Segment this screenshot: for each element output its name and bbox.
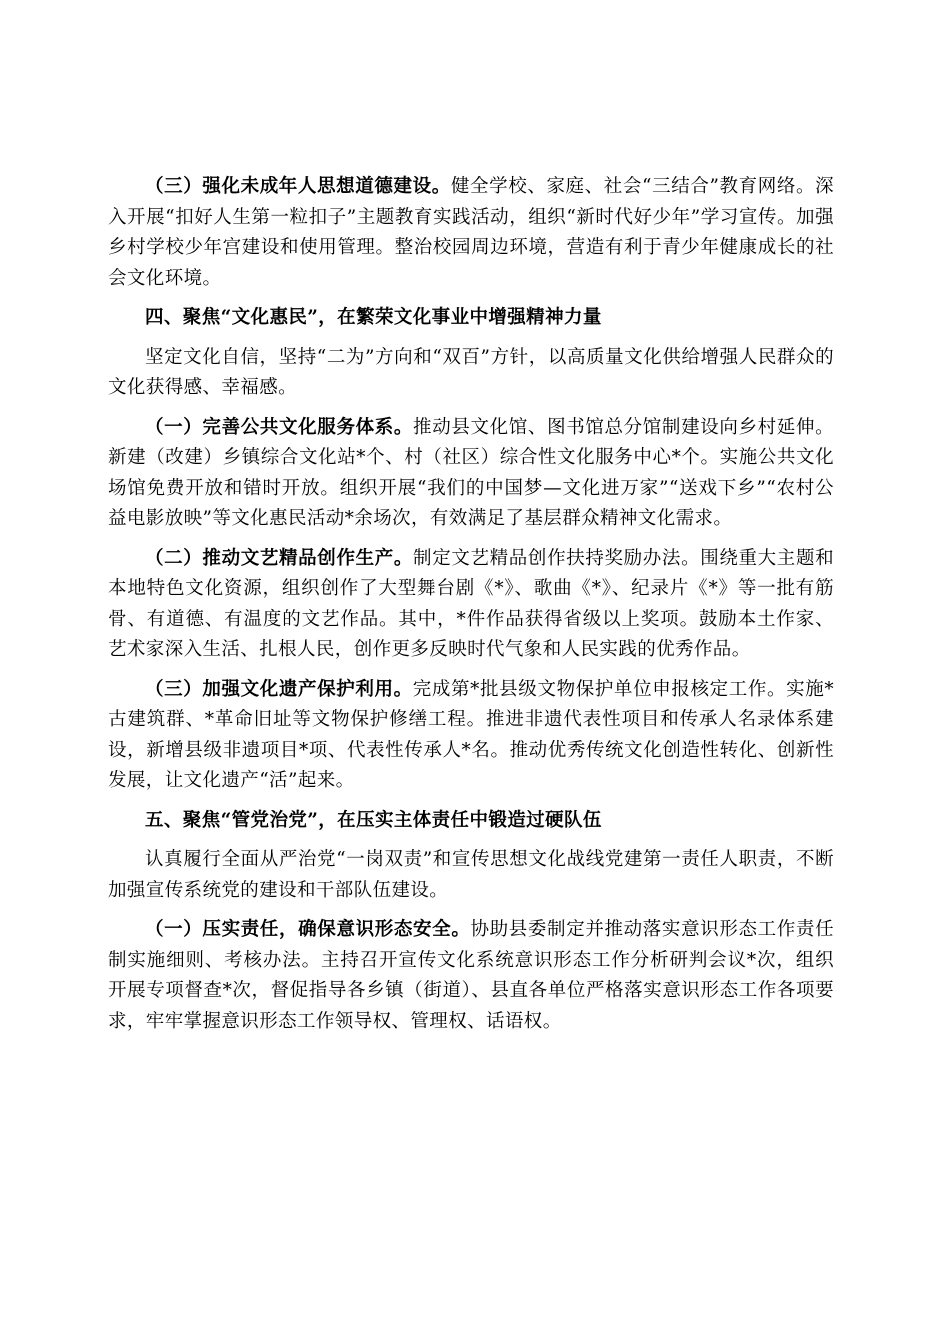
paragraph-heritage-protection bbox=[108, 675, 834, 797]
document-page bbox=[108, 172, 834, 1037]
paragraph-party-intro: 认真履行全面从严治党“一岗双责”和宣传思想文化战线党建第一责任人职责，不断加强宣传系统党的建设和干部队伍建设。 bbox=[108, 849, 834, 901]
paragraph-lead: （三）加强文化遗产保护利用。 bbox=[145, 678, 413, 700]
section-heading-culture-benefit: 四、聚焦“文化惠民”，在繁荣文化事业中增强精神力量 bbox=[145, 307, 602, 328]
paragraph-body: 完成第*批县级文物保护单位申报核定工作。实施*古建筑群、*革命旧址等文物保护修缮工程。推进非遗代表性项目和传承人名录体系建设，新增县级非遗项目*项、代表性传承人*名。推动优秀传统文化创造性转化、创新性发展，让文化遗产“活”起来。 bbox=[108, 678, 835, 791]
paragraph-ideology-security bbox=[108, 915, 834, 1037]
paragraph-body: 制定文艺精品创作扶持奖励办法。围绕重大主题和本地特色文化资源，组织创作了大型舞台剧《*》、歌曲《*》、纪录片《*》等一批有筋骨、有道德、有温度的文艺作品。其中，*件作品获得省级以上奖项。鼓励本土作家、艺术家深入生活、扎根人民，创作更多反映时代气象和人民实践的优秀作品。 bbox=[108, 547, 834, 660]
section-heading-party-management: 五、聚焦“管党治党”，在压实主体责任中锻造过硬队伍 bbox=[145, 809, 602, 831]
paragraph-lead: （二）推动文艺精品创作生产。 bbox=[145, 547, 414, 569]
paragraph-lead: （一）完善公共文化服务体系。 bbox=[145, 416, 414, 438]
paragraph-body: 协助县委制定并推动落实意识形态工作责任制实施细则、考核办法。主持召开宣传文化系统意识形态工作分析研判会议*次，组织开展专项督查*次，督促指导各乡镇（街道）、县直各单位严格落实意识形态工作各项要求，牢牢掌握意识形态工作领导权、管理权、话语权。 bbox=[108, 919, 835, 1032]
paragraph-art-creation bbox=[108, 544, 834, 666]
paragraph-minors-moral-education bbox=[108, 172, 834, 294]
paragraph-body: 推动县文化馆、图书馆总分馆制建设向乡村延伸。新建（改建）乡镇综合文化站*个、村（社区）综合性文化服务中心*个。实施公共文化场馆免费开放和错时开放。组织开展“我们的中国梦—文化进万家”“送戏下乡”“农村公益电影放映”等文化惠民活动*余场次，有效满足了基层群众精神文化需求。 bbox=[108, 416, 834, 529]
paragraph-public-culture-service bbox=[108, 413, 834, 535]
paragraph-lead: （三）强化未成年人思想道德建设。 bbox=[145, 176, 451, 197]
paragraph-culture-intro: 坚定文化自信，坚持“二为”方向和“双百”方针，以高质量文化供给增强人民群众的文化获得感、幸福感。 bbox=[108, 346, 834, 398]
paragraph-lead: （一）压实责任，确保意识形态安全。 bbox=[145, 919, 471, 940]
paragraph-body: 健全学校、家庭、社会“三结合”教育网络。深入开展“扣好人生第一粒扣子”主题教育实践活动，组织“新时代好少年”学习宣传。加强乡村学校少年宫建设和使用管理。整治校园周边环境，营造有利于青少年健康成长的社会文化环境。 bbox=[108, 176, 834, 289]
